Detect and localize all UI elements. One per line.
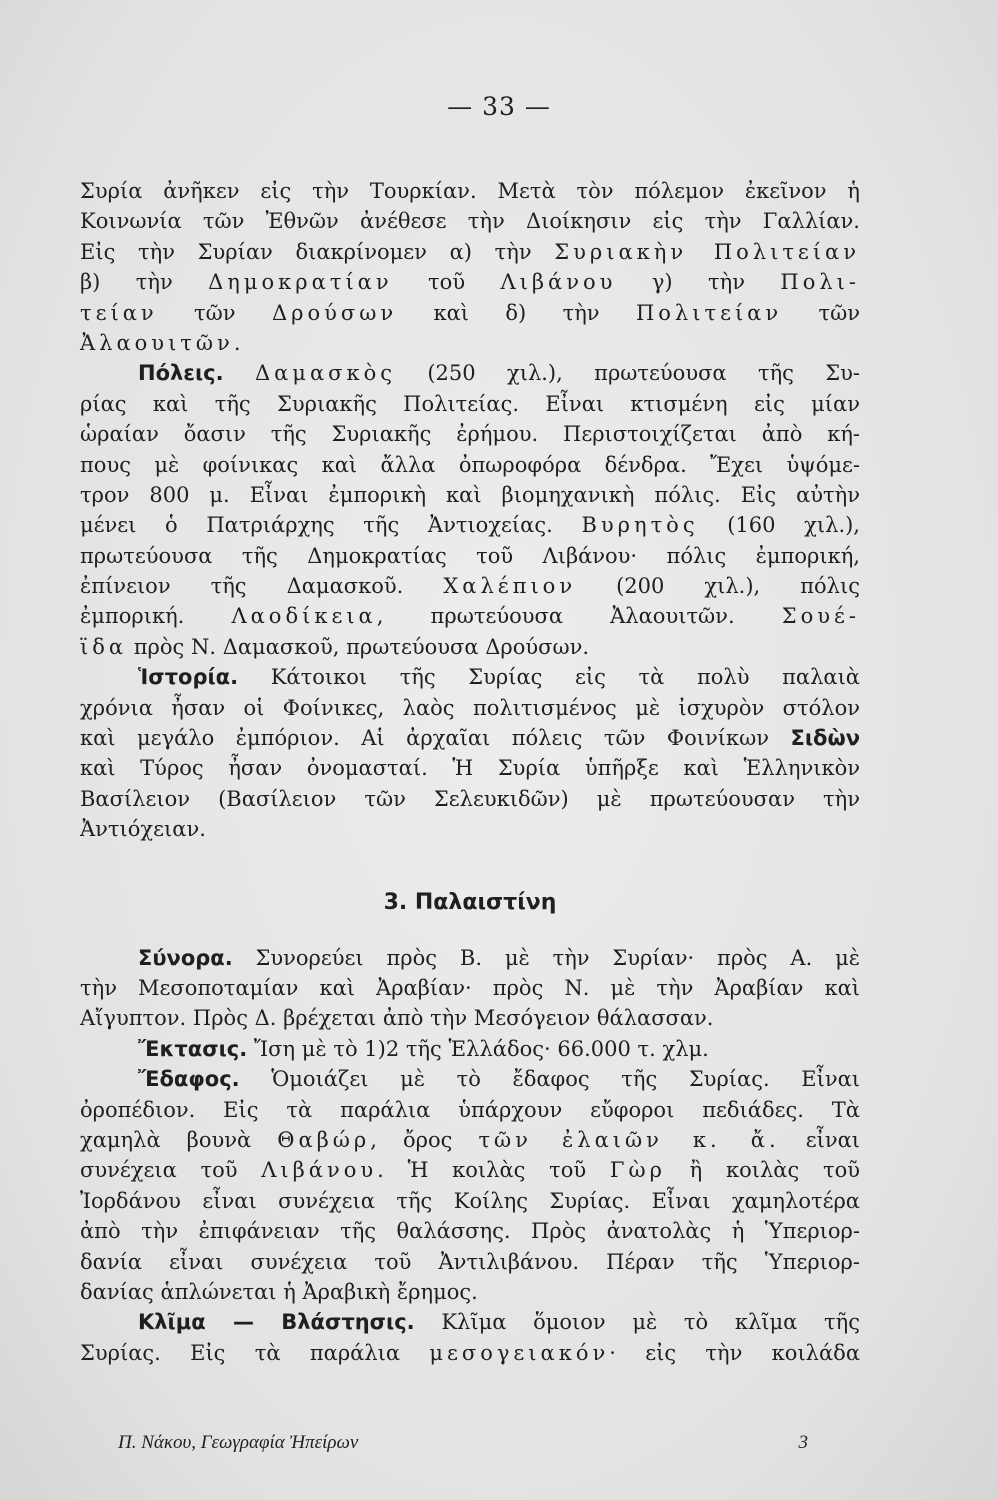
text-line [80,753,860,783]
run-text: ἢ κοιλὰς τοῦ [665,1158,860,1183]
footer-sheet-number: 3 [798,1432,808,1453]
run-spaced: τῶν ἐλαιῶν κ. ἄ. [478,1127,780,1152]
run-spaced: Δημοκρατίαν [208,270,393,295]
run-spaced: Συριακὴν Πολιτείαν [554,239,860,264]
text-line [80,206,860,236]
text-line [80,1003,860,1033]
run-text: , πρωτεύουσα Ἀλαουιτῶν. [376,604,782,629]
run-text: Συνορεύει πρὸς Β. μὲ τὴν Συρίαν· πρὸς Α. μὲ [232,945,860,970]
text-line [80,1277,860,1307]
run-text: Συρίας. Εἰς τὰ παράλια [80,1340,430,1365]
text-line [80,1155,860,1185]
text-line [80,510,860,540]
text-line [80,328,860,358]
run-text: μένει ὁ Πατριάρχης τῆς Ἀντιοχείας. [80,513,582,538]
text-line [80,389,860,419]
run-text: καὶ δ) τὴν [397,300,636,325]
run-text: καὶ Τύρος ἦσαν ὀνομασταί. Ἡ Συρία ὑπῆρξε καὶ Ἑλληνικὸν [80,756,860,781]
run-heading: Ἔκτασις. [138,1036,248,1061]
run-text: πρωτεύουσα τῆς Δημοκρατίας τοῦ Λιβάνου· πόλις ἐμπορική, [80,543,860,568]
run-spaced: Δρούσων [271,300,398,325]
run-text: , ὄρος [370,1127,479,1152]
run-text: ἐμπορική. [80,604,232,629]
run-text: Κοινωνία τῶν Ἐθνῶν ἀνέθεσε τὴν Διοίκησιν εἰς τὴν Γαλλίαν. [80,209,860,234]
run-text: Συρία ἀνῆκεν εἰς τὴν Τουρκίαν. Μετὰ τὸν πόλεμον ἐκεῖνον ἡ [80,179,860,203]
paragraphs-palestine [80,943,860,1368]
page-number: — 33 — [447,92,551,121]
text-line [80,943,860,973]
run-text: Ὁμοιάζει μὲ τὸ ἔδαφος τῆς Συρίας. Εἶναι [239,1067,860,1092]
text-line [80,693,860,723]
run-spaced: Λιβάνου [500,270,617,295]
run-text: Κάτοικοι τῆς Συρίας εἰς τὰ πολὺ παλαιὰ [238,665,860,690]
run-text: ἀπὸ τὴν ἐπιφάνειαν τῆς θαλάσσης. Πρὸς ἀνατολὰς ἡ Ὑπεριορ- [80,1219,860,1244]
run-text: δανίας ἁπλώνεται ἡ Ἀραβικὴ ἔρημος. [80,1279,478,1304]
text-line [80,450,860,480]
run-text: (160 χιλ.), [698,513,860,538]
run-text: καὶ μεγάλο ἐμπόριον. Αἱ ἀρχαῖαι πόλεις τῶν Φοινίκων [80,726,791,751]
text-line [80,973,860,1003]
run-text: Ἀντιόχειαν. [80,817,206,842]
text-line [80,1034,860,1064]
text-line [80,1307,860,1337]
run-text: ὡραίαν ὄασιν τῆς Συριακῆς ἐρήμου. Περιστοιχίζεται ἀπὸ κή- [80,422,860,447]
run-text: β) τὴν [80,270,209,295]
footer-signature: Π. Νάκου, Γεωγραφία Ἠπείρων [118,1432,359,1453]
run-spaced: Χαλέπιον [443,574,577,599]
run-text: συνέχεια τοῦ [80,1158,262,1183]
text-line [80,814,860,844]
text-line [80,1125,860,1155]
paragraphs-syria [80,176,860,845]
run-text: · εἰς τὴν κοιλάδα [609,1340,860,1365]
text-line [80,601,860,631]
run-text: ὀροπέδιον. Εἰς τὰ παράλια ὑπάρχουν εὔφοροι πεδιάδες. Τὰ [80,1097,860,1122]
text-line [80,723,860,753]
run-spaced: Πολι- [780,270,860,295]
text-line [80,480,860,510]
run-text: χρόνια ἦσαν οἱ Φοίνικες, λαὸς πολιτισμένος μὲ ἰσχυρὸν στόλον [80,695,860,720]
run-text: Κλῖμα ὅμοιον μὲ τὸ κλῖμα τῆς [414,1310,861,1335]
run-spaced: Λιβάνου [261,1158,378,1183]
run-spaced: ϊδα [80,634,128,659]
text-line [80,1064,860,1094]
text-line [80,298,860,328]
run-text: τοῦ [392,270,501,295]
run-text: τρον 800 μ. Εἶναι ἐμπορικὴ καὶ βιομηχανικὴ πόλις. Εἰς αὐτὴν [80,482,860,507]
run-text: (250 χιλ.), πρωτεύουσα τῆς Συ- [396,361,860,386]
run-spaced: Βυρητὸς [581,513,699,538]
run-heading: Κλῖμα — Βλάστησις. [138,1310,415,1335]
run-spaced: Γὼρ [609,1158,666,1183]
run-text: (200 χιλ.), πόλις [576,574,860,599]
footer [118,1432,808,1454]
section-title: 3. Παλαιστίνη [383,889,557,915]
run-text [224,361,255,385]
run-spaced: Πολιτείαν [635,300,783,325]
run-text: Ἴση μὲ τὸ 1)2 τῆς Ἑλλάδος· 66.000 τ. χλμ. [247,1036,709,1061]
run-text: ἐπίνειον τῆς Δαμασκοῦ. [80,574,444,599]
run-heading: Ἱστορία. [138,665,239,690]
run-spaced: Δαμασκὸς [254,361,396,386]
run-text: τῶν [782,300,861,325]
run-spaced: μεσογειακόν [429,1340,610,1365]
text-line [80,1186,860,1216]
text-line [80,267,860,297]
run-text: Βασίλειον (Βασίλειον τῶν Σελευκιδῶν) μὲ πρωτεύουσαν τὴν [80,786,860,811]
run-text: ρίας καὶ τῆς Συριακῆς Πολιτείας. Εἶναι κτισμένη εἰς μίαν [80,391,860,416]
text-line [80,1338,860,1368]
text-line [80,632,860,662]
run-text: Εἰς τὴν Συρίαν διακρίνομεν α) τὴν [80,239,555,264]
run-text: . [233,330,241,355]
run-spaced: Θαβώρ [277,1127,371,1152]
run-text: Αἴγυπτον. Πρὸς Δ. βρέχεται ἀπὸ τὴν Μεσόγειον θάλασσαν. [80,1006,714,1031]
text-line [80,419,860,449]
run-heading: Σιδὼν [790,726,860,751]
run-spaced: Σουέ- [781,604,860,629]
text-line [80,784,860,814]
text-line [80,541,860,571]
run-heading: Πόλεις. [138,361,224,386]
run-text: πρὸς Ν. Δαμασκοῦ, πρωτεύουσα Δρούσων. [127,634,590,659]
run-text: πους μὲ φοίνικας καὶ ἄλλα ὀπωροφόρα δένδρα. Ἔχει ὑψόμε- [80,452,860,477]
text-line [80,176,860,206]
run-heading: Ἔδαφος. [138,1067,240,1092]
run-text: εἶναι [779,1127,861,1152]
run-text: Ἰορδάνου εἶναι συνέχεια τῆς Κοίλης Συρίας. Εἶναι χαμηλοτέρα [80,1188,860,1213]
document-body [80,176,860,1368]
text-line [80,1216,860,1246]
run-text: τῶν [157,300,272,325]
text-line [80,237,860,267]
text-line [80,1247,860,1277]
text-line [80,571,860,601]
text-line [80,358,860,388]
text-line [80,662,860,692]
run-spaced: Λαοδίκεια [231,604,377,629]
run-text: . Ἡ κοιλὰς τοῦ [377,1158,610,1183]
run-text: τὴν Μεσοποταμίαν καὶ Ἀραβίαν· πρὸς Ν. μὲ τὴν Ἀραβίαν καὶ [80,975,860,1000]
run-spaced: Ἀλαουιτῶν [80,330,234,355]
text-line [80,1095,860,1125]
run-text: γ) τὴν [616,270,781,295]
run-text: χαμηλὰ βουνὰ [80,1127,278,1152]
run-spaced: τείαν [80,300,158,325]
run-heading: Σύνορα. [138,945,233,970]
run-text: δανία εἶναι συνέχεια τοῦ Ἀντιλιβάνου. Πέραν τῆς Ὑπεριορ- [80,1249,860,1274]
